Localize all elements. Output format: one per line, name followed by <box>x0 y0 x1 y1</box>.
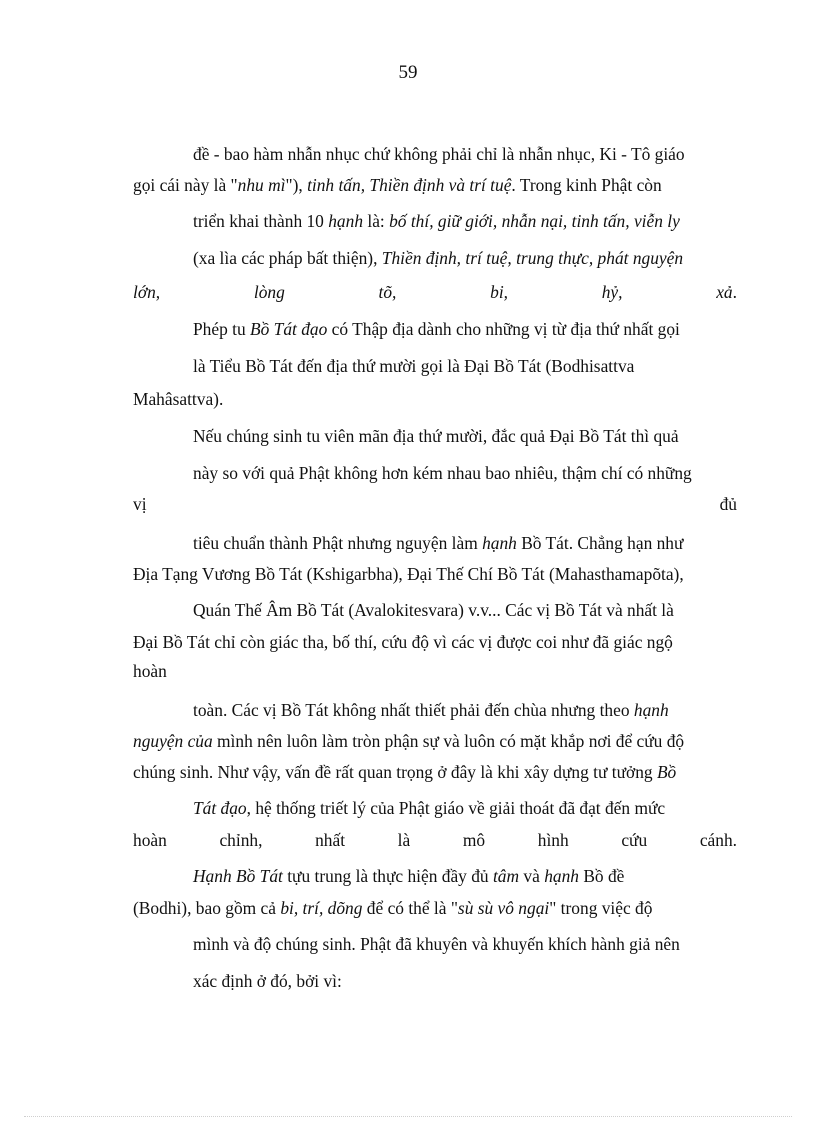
text-run: tiêu chuẩn thành Phật nhưng nguyện làm <box>193 533 483 553</box>
italic-run: nguyện của <box>133 731 213 751</box>
text-run: " trong việc độ <box>549 898 653 918</box>
text-run: Đại Bồ Tát chỉ còn giác tha, bố thí, cứu độ vì các vị được coi như đã giác ngộ <box>133 632 673 652</box>
text-run: Quán Thế Âm Bồ Tát (Avalokitesvara) v.v... Các vị Bồ Tát và nhất là <box>193 600 674 620</box>
text-run: "), <box>285 175 308 195</box>
text-run: đề - bao hàm nhẫn nhục chứ không phải chỉ là nhẫn nhục, Ki - Tô giáo <box>193 144 685 164</box>
text-run: tựu trung là thực hiện đầy đủ <box>282 866 493 886</box>
text-line <box>193 797 665 819</box>
italic-run: Thiền định, trí tuệ, trung thực, phát nguyện <box>381 248 684 268</box>
text-run: , hệ thống triết lý của Phật giáo về giải thoát đã đạt đến mức <box>246 798 666 818</box>
italic-run: hạnh <box>482 533 517 553</box>
text-line <box>193 970 342 992</box>
page-number: 59 <box>398 62 418 83</box>
text-line <box>133 660 167 682</box>
text-line <box>193 532 683 554</box>
text-line <box>133 563 684 585</box>
text-run: này so với quả Phật không hơn kém nhau bao nhiêu, thậm chí có những <box>193 463 692 483</box>
text-line <box>193 462 692 484</box>
text-line <box>193 318 680 340</box>
text-run: (Bodhi), bao gồm cả <box>133 898 281 918</box>
text-line <box>133 730 684 752</box>
text-line <box>193 599 674 621</box>
text-line <box>193 143 685 165</box>
text-line <box>133 761 676 783</box>
text-run: Bồ đề <box>578 866 625 886</box>
text-run: Nếu chúng sinh tu viên mãn địa thứ mười, đắc quả Đại Bồ Tát thì quả <box>193 426 679 446</box>
text-run: là Tiểu Bồ Tát đến địa thứ mười gọi là Đại Bồ Tát (Bodhisattva <box>193 356 635 376</box>
text-line <box>133 493 737 517</box>
text-run: vị đủ <box>133 494 737 514</box>
text-run: là: <box>363 211 390 231</box>
italic-run: tâm <box>492 866 520 886</box>
text-run: (xa lìa các pháp bất thiện), <box>193 248 382 268</box>
italic-run: Hạnh Bồ Tát <box>193 866 283 886</box>
text-line <box>133 388 223 410</box>
text-run: . <box>732 282 737 302</box>
text-line <box>133 631 673 653</box>
italic-run: nhu mì <box>237 175 286 195</box>
text-run: chúng sinh. Như vậy, vấn đề rất quan trọng ở đây là khi xây dựng tư tưởng <box>133 762 657 782</box>
italic-run: bố thí, giữ giới, nhẫn nại, tinh tấn, viễn ly <box>389 211 680 231</box>
italic-run: hạnh <box>544 866 579 886</box>
text-run: và <box>519 866 545 886</box>
text-run: triển khai thành 10 <box>193 211 329 231</box>
text-run: toàn. Các vị Bồ Tát không nhất thiết phải đến chùa nhưng theo <box>193 700 634 720</box>
text-line <box>133 829 737 853</box>
italic-run: bi, trí, dõng <box>280 898 363 918</box>
text-run: có Thập địa dành cho những vị từ địa thứ nhất gọi <box>327 319 680 339</box>
text-run: gọi cái này là " <box>133 175 238 195</box>
italic-run: hạnh <box>328 211 364 231</box>
text-line <box>193 247 683 269</box>
italic-run: lớn, lòng tõ, bi, hỷ, xả <box>133 282 733 302</box>
text-run: để có thể là " <box>362 898 458 918</box>
text-line <box>193 355 634 377</box>
text-run: . Trong kinh Phật còn <box>511 175 662 195</box>
text-line <box>193 933 680 955</box>
text-run: Mahâsattva). <box>133 389 224 409</box>
italic-run: hạnh <box>633 700 669 720</box>
text-line <box>193 699 669 721</box>
text-line <box>133 897 652 919</box>
text-line <box>193 210 680 232</box>
text-line <box>133 174 662 196</box>
text-run: xác định ở đó, bởi vì: <box>193 971 342 991</box>
text-run: hoàn chỉnh, nhất là mô hình cứu cánh. <box>133 830 737 850</box>
italic-run: tinh tấn, Thiền định và trí tuệ <box>307 175 512 195</box>
text-line <box>193 425 679 447</box>
text-line <box>193 865 624 887</box>
text-run: Bồ Tát. Chẳng hạn như <box>516 533 684 553</box>
text-run: hoàn <box>133 661 167 681</box>
text-run: Địa Tạng Vương Bồ Tát (Kshigarbha), Đại Thế Chí Bồ Tát (Mahasthamapõta), <box>133 564 684 584</box>
text-line <box>133 281 737 305</box>
footer-dotted-rule <box>24 1116 792 1117</box>
italic-run: sù sù vô ngại <box>457 898 550 918</box>
italic-run: Bồ <box>656 762 677 782</box>
text-run: mình nên luôn làm tròn phận sự và luôn có mặt khắp nơi để cứu độ <box>212 731 685 751</box>
italic-run: Tát đạo <box>193 798 247 818</box>
text-run: mình và độ chúng sinh. Phật đã khuyên và khuyến khích hành giả nên <box>193 934 680 954</box>
text-run: Phép tu <box>193 319 251 339</box>
italic-run: Bồ Tát đạo <box>250 319 328 339</box>
